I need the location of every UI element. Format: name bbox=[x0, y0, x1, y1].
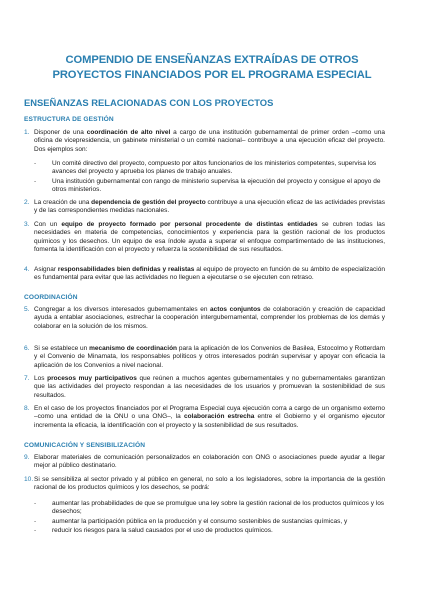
dash-icon: - bbox=[34, 527, 37, 535]
example-list bbox=[34, 160, 385, 196]
section-heading: ENSEÑANZAS RELACIONADAS CON LOS PROYECTOS bbox=[24, 97, 274, 108]
list-item: - Una institución gubernamental con rango de ministerio supervisa la ejecución del proyecto y consigue el apoyo de otros ministerios. bbox=[34, 177, 381, 194]
list-item: - aumentar las probabilidades de que se promulgue una ley sobre la gestión racional de los productos químicos y los desechos; bbox=[34, 500, 385, 516]
item-number: 1. bbox=[24, 129, 30, 136]
list-item: - reducir los riesgos para la salud causados por el uso de productos químicos. bbox=[34, 527, 273, 535]
item-text: Los procesos muy participativos que reúnen a muchos agentes gubernamentales y no gubernamentales garantizan que las actividades del proyecto respondan a las necesidades de los usuarios y promuevan la sostenibilidad de sus resultados. bbox=[34, 375, 385, 399]
item-text: Congregar a los diversos interesados gubernamentales en actos conjuntos de colaboración y creación de capacidad ayuda a entablar asociaciones, estrechar la cooperación intergubernamental, comprender los problemas de los demás y colaborar en la solución de los mismos. bbox=[34, 306, 385, 330]
subsection-communication-heading: COMUNICACIÓN Y SENSIBILIZACIÓN bbox=[24, 442, 146, 449]
subsection-structure-heading: ESTRUCTURA DE GESTIÓN bbox=[24, 116, 114, 123]
item-number: 5. bbox=[24, 306, 30, 313]
title-line-1: COMPENDIO DE ENSEÑANZAS EXTRAÍDAS DE OTROS bbox=[65, 54, 359, 66]
list-item: - Un comité directivo del proyecto, compuesto por altos funcionarios de los ministerios competentes, supervisa los avances del proyecto y aprueba los planes de trabajo anuales. bbox=[34, 160, 377, 176]
outcome-list bbox=[34, 500, 385, 537]
item-number: 7. bbox=[24, 375, 30, 382]
title-line-2: PROYECTOS FINANCIADOS POR EL PROGRAMA ESPECIAL bbox=[52, 69, 372, 81]
item-number: 4. bbox=[24, 266, 30, 273]
dash-icon: - bbox=[34, 517, 37, 525]
item-number: 8. bbox=[24, 405, 30, 412]
item-number: 9. bbox=[24, 454, 30, 461]
dash-icon: - bbox=[34, 160, 37, 167]
item-number: 10. bbox=[24, 476, 34, 483]
item-number: 3. bbox=[24, 221, 30, 228]
item-text: Si se establece un mecanismo de coordinación para la aplicación de los Convenios de Basilea, Estocolmo y Rotterdam y el Convenio de Minamata, los responsables políticos y otros interesados podrán supervisar y apoyar con eficacia la aplicación de los Convenios a nivel nacional. bbox=[34, 345, 385, 369]
dash-icon: - bbox=[34, 177, 37, 185]
list-item: - aumentar la participación pública en la producción y el consumo sostenibles de sustancias químicas, y bbox=[34, 517, 348, 525]
item-text: Asignar responsabilidades bien definidas y realistas al equipo de proyecto en función de su ámbito de especialización es fundamental para evitar que las actividades no lleguen a ejecutarse o se ejecuten con retraso. bbox=[34, 266, 385, 282]
subsection-coordination-heading: COORDINACIÓN bbox=[24, 294, 78, 301]
document-title bbox=[40, 53, 384, 83]
item-text: Si se sensibiliza al sector privado y al público en general, no solo a los legisladores, sobre la importancia de la gestión racional de los productos químicos y los desechos, se podrá: bbox=[34, 476, 385, 492]
item-text: La creación de una dependencia de gestión del proyecto contribuye a una ejecución eficaz de las actividades previstas y de las correspondientes medidas nacionales. bbox=[34, 199, 385, 215]
item-text: Disponer de una coordinación de alto nivel a cargo de una institución gubernamental de primer orden –como una oficina de vicepresidencia, un gabinete ministerial o un comité nacional– contribuye a una ejecución eficaz del proyecto. Dos ejemplos son: bbox=[34, 129, 385, 153]
dash-icon: - bbox=[34, 500, 37, 507]
item-text: En el caso de los proyectos financiados por el Programa Especial cuya ejecución corra a cargo de un organismo externo –como una entidad de la ONU o una ONG–, la colaboración estrecha entre el Gobierno y el organismo ejecutor incrementa la eficacia, la identificación con el proyecto y la sostenibilidad de sus resultados. bbox=[34, 405, 385, 429]
item-text: Con un equipo de proyecto formado por personal procedente de distintas entidades se cubren todas las necesidades en materia de competencias, conocimientos y experiencia para la gestión racional de los productos químicos y los desechos. Un equipo de esa índole ayuda a superar el enfoque compartimentado de las instituciones, fomenta la identificación con el proyecto y refuerza la sostenibilidad de sus resultados. bbox=[34, 221, 385, 254]
item-number: 6. bbox=[24, 345, 30, 352]
item-text: Elaborar materiales de comunicación personalizados en colaboración con ONG o asociaciones puede ayudar a llegar mejor al público destinatario. bbox=[34, 454, 385, 470]
item-number: 2. bbox=[24, 199, 30, 206]
